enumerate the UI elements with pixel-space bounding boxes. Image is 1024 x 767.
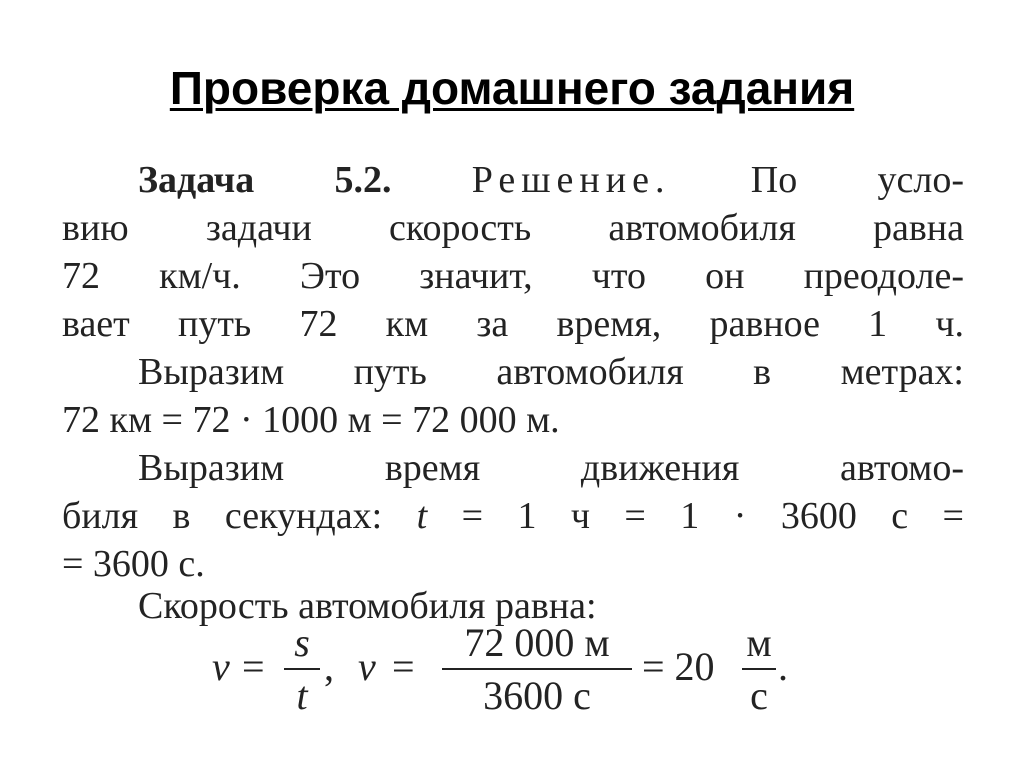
slide-title	[0, 60, 1024, 116]
text-line-3: 72 км/ч. Это значит, что он преодоле-	[62, 255, 964, 297]
fraction-s-over-t-denominator: t	[296, 673, 308, 718]
formula-comma: ,	[324, 644, 334, 689]
slide-title-text: Проверка домашнего задания	[169, 62, 855, 114]
velocity-formula	[62, 619, 964, 729]
fraction-bar	[442, 668, 632, 670]
fraction-distance-over-time	[442, 619, 632, 719]
solution-label: Решение.	[471, 159, 671, 201]
fraction-unit-numerator: м	[746, 620, 772, 665]
text-line-4: вает путь 72 км за время, равное 1 ч.	[62, 303, 964, 345]
text-line-9: = 3600 с.	[62, 543, 205, 585]
fraction-bar	[742, 668, 776, 670]
formula-eq1: =	[242, 644, 265, 689]
text-line-7: Выразим время движения автомо-	[138, 447, 964, 489]
fraction-s-over-t-numerator: s	[294, 620, 310, 665]
fraction-unit-m-per-s	[742, 619, 776, 719]
time-variable: t	[416, 495, 428, 537]
formula-v1: v	[212, 644, 230, 689]
text-line-10: Скорость автомобиля равна:	[138, 585, 597, 627]
fraction-distance-numerator: 72 000 м	[464, 620, 610, 665]
formula-eq2: =	[392, 644, 415, 689]
line1-rest: По усло-	[750, 159, 964, 201]
formula-result: = 20	[642, 644, 715, 689]
fraction-distance-denominator: 3600 с	[483, 673, 591, 718]
text-line-5: Выразим путь автомобиля в метрах:	[138, 351, 964, 393]
line8-rest: = 1 ч = 1 · 3600 с =	[461, 495, 964, 537]
task-label: Задача 5.2.	[138, 159, 392, 201]
text-line-8	[62, 493, 964, 539]
line8-prefix: биля в секундах:	[62, 495, 383, 537]
formula-v2: v	[358, 644, 376, 689]
fraction-unit-denominator: с	[750, 673, 768, 718]
formula-period: .	[778, 644, 788, 689]
text-line-1	[62, 157, 964, 203]
fraction-s-over-t	[284, 619, 320, 719]
text-line-6: 72 км = 72 · 1000 м = 72 000 м.	[62, 399, 560, 441]
fraction-bar	[284, 668, 320, 670]
text-line-2: вию задачи скорость автомобиля равна	[62, 207, 964, 249]
